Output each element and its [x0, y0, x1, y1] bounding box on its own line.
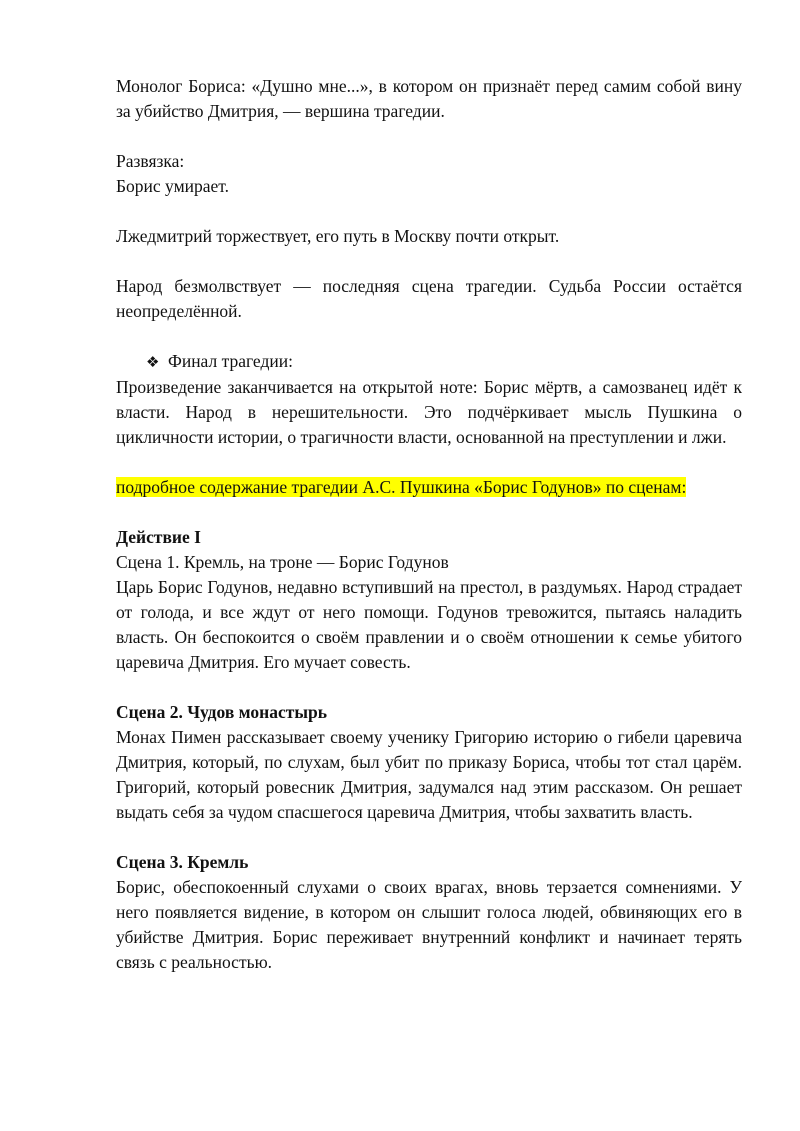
diamond-bullet-icon: ❖	[146, 353, 160, 371]
spacer	[116, 825, 742, 850]
spacer	[116, 249, 742, 274]
spacer	[116, 500, 742, 525]
final-heading: Финал трагедии:	[168, 351, 293, 371]
spacer	[116, 199, 742, 224]
scene2-title: Сцена 2. Чудов монастырь	[116, 702, 327, 722]
scene3-text: Борис, обеспокоенный слухами о своих врагах, вновь терзается сомнениями. У него появляется видение, в котором он слышит голоса людей, обвиняющих его в убийстве Дмитрия. Борис переживает внутренний конфликт и начинает терять связь с реальностью.	[116, 877, 742, 972]
highlighted-text: подробное содержание трагедии А.С. Пушкина «Борис Годунов» по сценам:	[116, 477, 687, 497]
spacer	[116, 450, 742, 475]
document-page	[116, 74, 742, 975]
scene2-text: Монах Пимен рассказывает своему ученику Григорию историю о гибели царевича Дмитрия, который, по слухам, был убит по приказу Бориса, чтобы тот стал царём. Григорий, который ровесник Дмитрия, задумался над этим рассказом. Он решает выдать себя за чудом спасшегося царевича Дмитрия, чтобы захватить власть.	[116, 727, 742, 822]
monologue-paragraph: Монолог Бориса: «Душно мне...», в котором он признаёт перед самим собой вину за убийство Дмитрия, — вершина трагедии.	[116, 76, 742, 121]
false-dmitry-paragraph: Лжедмитрий торжествует, его путь в Москву почти открыт.	[116, 226, 560, 246]
scene1-title: Сцена 1. Кремль, на троне — Борис Годунов	[116, 552, 449, 572]
people-silent-paragraph: Народ безмолвствует — последняя сцена трагедии. Судьба России остаётся неопределённой.	[116, 276, 742, 321]
final-paragraph: Произведение заканчивается на открытой ноте: Борис мёртв, а самозванец идёт к власти. Народ в нерешительности. Это подчёркивает мысль Пушкина о цикличности истории, о трагичности власти, основанной на преступлении и лжи.	[116, 377, 742, 447]
boris-dies-paragraph: Борис умирает.	[116, 176, 230, 196]
scene3-title: Сцена 3. Кремль	[116, 852, 249, 872]
spacer	[116, 324, 742, 349]
act1-heading: Действие I	[116, 527, 201, 547]
spacer	[116, 675, 742, 700]
highlight-line	[116, 475, 742, 500]
denouement-heading: Развязка:	[116, 151, 185, 171]
scene1-text: Царь Борис Годунов, недавно вступивший на престол, в раздумьях. Народ страдает от голода, и все ждут от него помощи. Годунов тревожится, пытаясь наладить власть. Он беспокоится о своём правлении и о своём отношении к семье убитого царевича Дмитрия. Его мучает совесть.	[116, 577, 742, 672]
final-heading-line	[116, 349, 742, 375]
spacer	[116, 124, 742, 149]
